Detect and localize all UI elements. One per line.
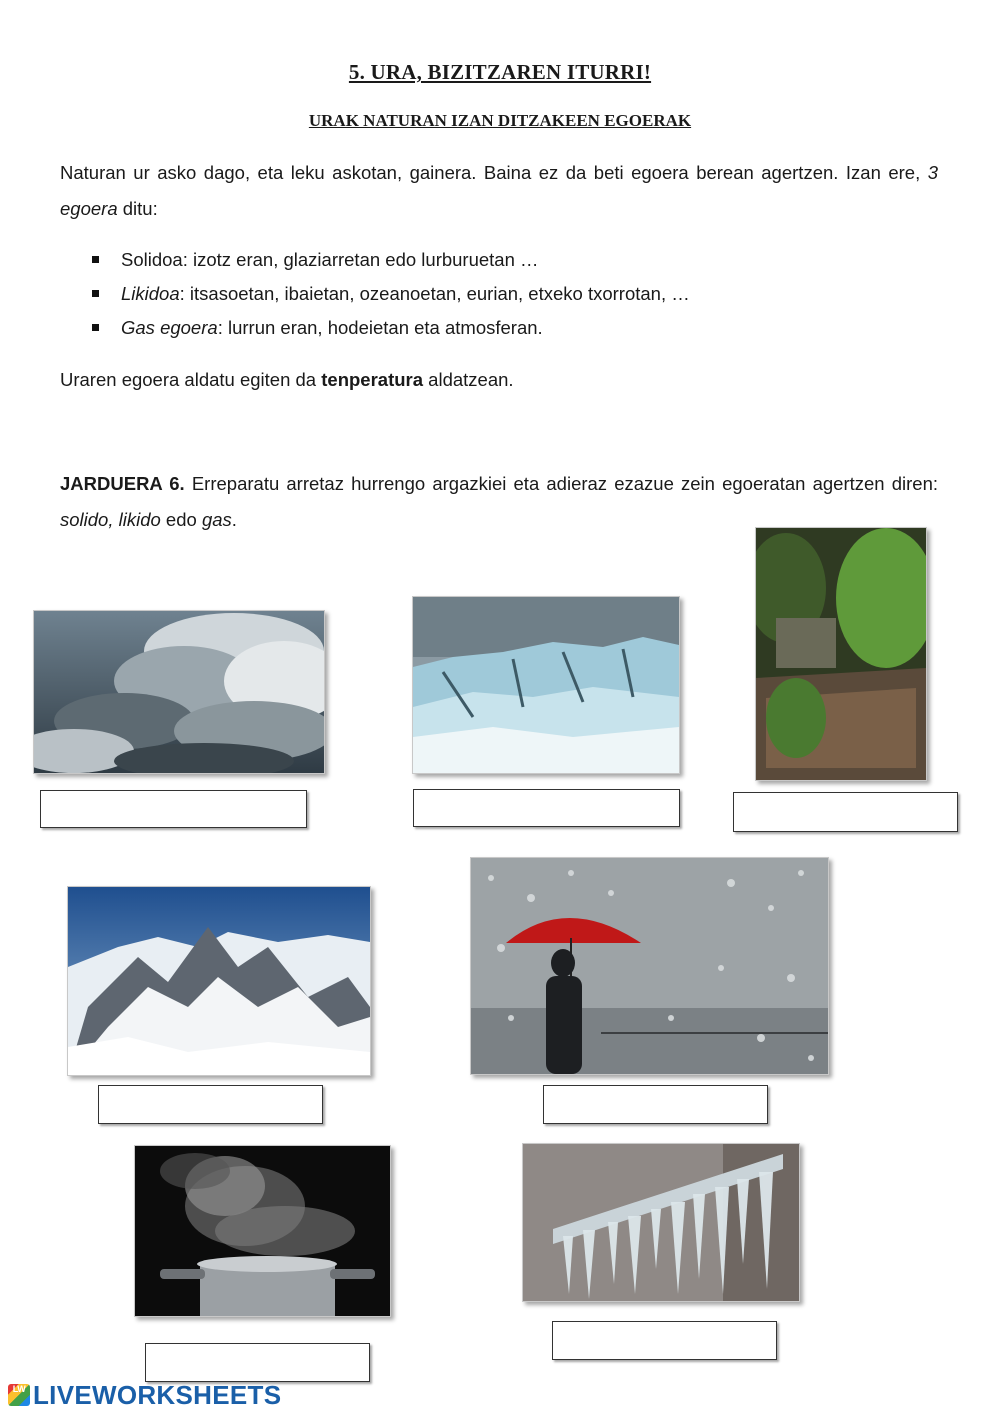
temperature-sentence [60, 362, 938, 398]
answer-field[interactable] [40, 790, 307, 828]
clouds-photo [33, 610, 325, 774]
snowy-mountains-photo [67, 886, 371, 1076]
activity-option-gas: gas [201, 509, 232, 530]
temperature-bold: tenperatura [321, 369, 424, 390]
state-label: Likidoa [121, 283, 180, 304]
answer-field[interactable] [145, 1343, 370, 1382]
answer-field[interactable] [98, 1085, 323, 1124]
logo-badge-text: LW [12, 1384, 26, 1394]
glacier-photo [412, 596, 680, 774]
intro-paragraph [60, 155, 938, 227]
state-text: : itsasoetan, ibaietan, ozeanoetan, eurian, etxeko txorrotan, … [179, 283, 690, 304]
answer-field[interactable] [552, 1321, 777, 1360]
bullet-square-icon [92, 324, 99, 331]
list-item [90, 311, 690, 345]
intro-text: Naturan ur asko dago, eta leku askotan, gainera. Baina ez da beti egoera berean agertzen. Izan ere, [60, 162, 928, 183]
state-label: Gas egoera [121, 317, 218, 338]
state-label: Solidoa [121, 249, 183, 270]
page-title: 5. URA, BIZITZAREN ITURRI! [348, 60, 652, 84]
logo-text: LIVEWORKSHEETS [33, 1379, 282, 1410]
bullet-square-icon [92, 290, 99, 297]
list-item [90, 277, 690, 311]
activity-text-mid: edo [160, 509, 202, 530]
bullet-square-icon [92, 256, 99, 263]
steaming-pot-photo [134, 1145, 391, 1317]
stream-photo [755, 527, 927, 781]
state-text: : lurrun eran, hodeietan eta atmosferan. [217, 317, 543, 338]
states-list [90, 243, 690, 345]
intro-italic: 3 egoera [60, 162, 938, 219]
intro-text-end: ditu: [117, 198, 158, 219]
temperature-text: Uraren egoera aldatu egiten da [60, 369, 322, 390]
activity-label: JARDUERA 6. [60, 473, 185, 494]
answer-field[interactable] [543, 1085, 768, 1124]
answer-field[interactable] [413, 789, 680, 827]
activity-text-end: . [231, 509, 237, 530]
activity-text: Erreparatu arretaz hurrengo argazkiei eta adieraz ezazue zein egoeratan agertzen diren: [184, 473, 938, 494]
answer-field[interactable] [733, 792, 958, 832]
logo-badge-icon [8, 1384, 30, 1406]
state-text: : izotz eran, glaziarretan edo lurburuetan … [182, 249, 539, 270]
section-subtitle: URAK NATURAN IZAN DITZAKEEN EGOERAK [308, 111, 692, 130]
list-item [90, 243, 690, 277]
rain-umbrella-photo [470, 857, 829, 1075]
activity-options: solido, likido [60, 509, 161, 530]
temperature-text-end: aldatzean. [423, 369, 514, 390]
liveworksheets-logo[interactable] [8, 1380, 281, 1410]
icicles-photo [522, 1143, 800, 1302]
